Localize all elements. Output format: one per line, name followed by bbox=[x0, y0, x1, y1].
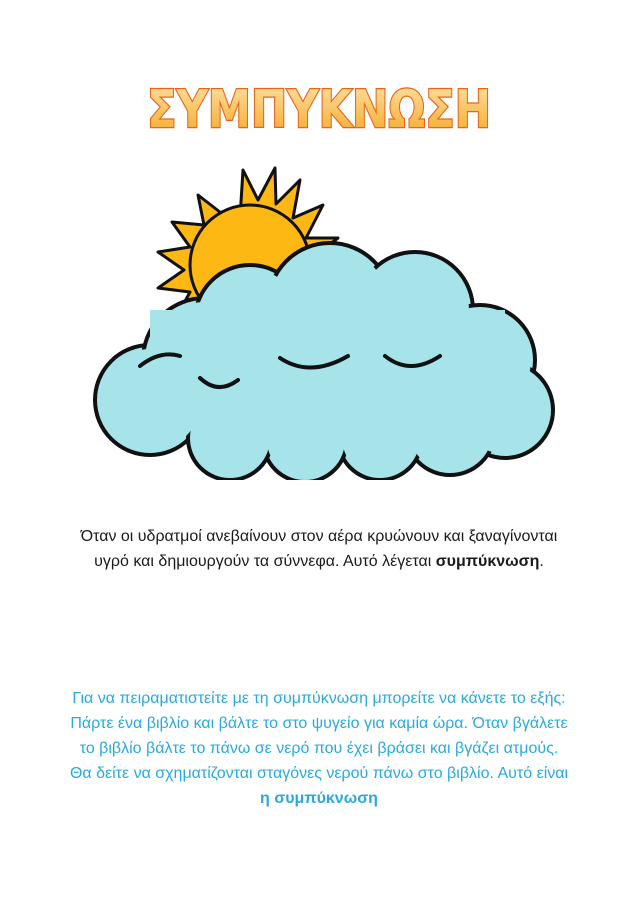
experiment-closing: η συμπύκνωση bbox=[260, 790, 378, 807]
experiment-line: Πάρτε ένα βιβλίο και βάλτε το στο ψυγείο για καμία ώρα. Όταν βγάλετε bbox=[70, 715, 568, 732]
condensation-description bbox=[30, 524, 608, 574]
experiment-line: το βιβλίο βάλτε το πάνω σε νερό που έχει βράσει και βγάζει ατμούς. bbox=[79, 740, 559, 757]
description-line-2: υγρό και δημιουργούν τα σύννεφα. Αυτό λέγεται bbox=[94, 553, 436, 570]
experiment-line: Θα δείτε να σχηματίζονται σταγόνες νερού πάνω στο βιβλίο. Αυτό είναι bbox=[69, 765, 569, 782]
weather-illustration bbox=[80, 160, 560, 480]
sun-behind-cloud-icon bbox=[80, 160, 560, 480]
page-title bbox=[0, 72, 638, 142]
experiment-line: Για να πειραματιστείτε με τη συμπύκνωση μπορείτε να κάνετε το εξής: bbox=[72, 690, 566, 707]
description-line-1: Όταν οι υδρατμοί ανεβαίνουν στον αέρα κρυώνουν και ξαναγίνονται bbox=[80, 528, 558, 545]
description-keyword: συμπύκνωση bbox=[435, 553, 540, 570]
description-period: . bbox=[539, 553, 544, 570]
title-text: ΣΥΜΠΥΚΝΩΣΗ bbox=[147, 80, 491, 140]
title-wordart bbox=[0, 72, 638, 142]
experiment-instructions bbox=[20, 686, 618, 811]
